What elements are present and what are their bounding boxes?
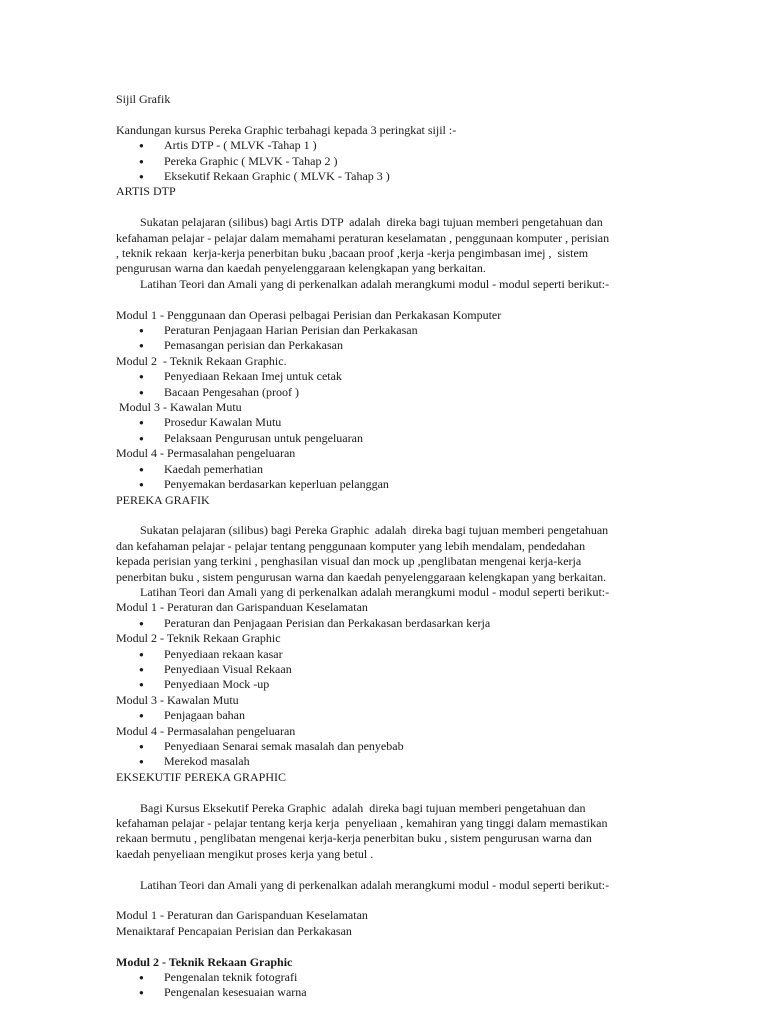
module-items — [116, 970, 668, 1001]
list-item: ● Pereka Graphic ( MLVK - Tahap 2 ) — [116, 154, 668, 169]
list-item: ● Penjagaan bahan — [116, 708, 668, 723]
paragraph-line: penerbitan buku , sistem pengurusan warna dan kaedah penyelenggaraan kelengkapan yang berkaitan. — [116, 569, 607, 584]
list-item: ● Pemasangan perisian dan Perkakasan — [116, 338, 668, 353]
module-title: Modul 4 - Permasalahan pengeluaran — [116, 446, 296, 461]
list-item: ● Prosedur Kawalan Mutu — [116, 415, 668, 430]
module-title: Modul 1 - Peraturan dan Garispanduan Keselamatan — [116, 908, 368, 923]
module-items — [116, 323, 668, 354]
section-heading-artis-dtp: ARTIS DTP — [116, 184, 176, 199]
list-item: ● Merekod masalah — [116, 754, 668, 769]
latihan-text: Latihan Teori dan Amali yang di perkenalkan adalah merangkumi modul - modul seperti berikut:- — [140, 584, 610, 599]
list-item: ● Pelaksaan Pengurusan untuk pengeluaran — [116, 431, 668, 446]
paragraph-line: kefahaman pelajar - pelajar tentang kerja kerja penyeliaan , kemahiran yang tinggi dalam memastikan — [116, 816, 608, 831]
paragraph-line: Bagi Kursus Eksekutif Pereka Graphic adalah direka bagi tujuan memberi pengetahuan dan — [140, 800, 586, 815]
latihan-text: Latihan Teori dan Amali yang di perkenalkan adalah merangkumi modul - modul seperti berikut:- — [140, 276, 610, 291]
module-items — [116, 415, 668, 446]
list-item: ● Pengenalan teknik fotografi — [116, 970, 668, 985]
section-heading-pereka-grafik: PEREKA GRAFIK — [116, 492, 210, 507]
module-title: Modul 4 - Permasalahan pengeluaran — [116, 723, 296, 738]
module-title: Modul 1 - Peraturan dan Garispanduan Keselamatan — [116, 600, 368, 615]
module-title: Modul 2 - Teknik Rekaan Graphic. — [116, 353, 287, 368]
paragraph-line: kaedah penyeliaan mengikut proses kerja yang betul . — [116, 846, 374, 861]
document-title: Sijil Grafik — [116, 92, 171, 106]
module-title: Modul 2 - Teknik Rekaan Graphic — [116, 631, 281, 646]
paragraph-line: Sukatan pelajaran (silibus) bagi Artis DTP adalah direka bagi tujuan memberi pengetahuan dan — [140, 215, 603, 230]
list-item: ● Artis DTP - ( MLVK -Tahap 1 ) — [116, 138, 668, 153]
module-items — [116, 616, 668, 631]
intro-text: Kandungan kursus Pereka Graphic terbahagi kepada 3 peringkat sijil :- — [116, 122, 457, 137]
list-item: ● Kaedah pemerhatian — [116, 462, 668, 477]
module-items — [116, 708, 668, 723]
module-subtitle: Menaiktaraf Pencapaian Perisian dan Perkakasan — [116, 923, 352, 938]
list-item: ● Penyediaan Mock -up — [116, 677, 668, 692]
levels-list — [116, 138, 668, 184]
paragraph-line: kepada perisian yang terkini , penghasilan visual dan mock up ,penglibatan mengenai kerja-kerja — [116, 554, 582, 569]
list-item: ● Peraturan dan Penjagaan Perisian dan Perkakasan berdasarkan kerja — [116, 616, 668, 631]
list-item: ● Penyediaan Visual Rekaan — [116, 662, 668, 677]
module-items — [116, 462, 668, 493]
list-item: ● Bacaan Pengesahan (proof ) — [116, 385, 668, 400]
list-item: ● Penyediaan Rekaan Imej untuk cetak — [116, 369, 668, 384]
module-items — [116, 647, 668, 693]
module-title: Modul 1 - Penggunaan dan Operasi pelbagai Perisian dan Perkakasan Komputer — [116, 307, 502, 322]
latihan-text: Latihan Teori dan Amali yang di perkenalkan adalah merangkumi modul - modul seperti berikut:- — [140, 877, 610, 892]
list-item: ● Eksekutif Rekaan Graphic ( MLVK - Tahap 3 ) — [116, 169, 668, 184]
list-item: ● Penyemakan berdasarkan keperluan pelanggan — [116, 477, 668, 492]
paragraph-line: Sukatan pelajaran (silibus) bagi Pereka Graphic adalah direka bagi tujuan memberi pengetahuan — [140, 523, 609, 538]
paragraph-line: rekaan bermutu , penglibatan mengenai kerja-kerja penerbitan buku , sistem pengurusan warna dan — [116, 831, 592, 846]
list-item: ● Peraturan Penjagaan Harian Perisian dan Perkakasan — [116, 323, 668, 338]
list-item: ● Pengenalan kesesuaian warna — [116, 985, 668, 1000]
list-item: ● Penyediaan rekaan kasar — [116, 647, 668, 662]
paragraph-line: pengurusan warna dan kaedah penyelenggaraan kelengkapan yang berkaitan. — [116, 261, 486, 276]
paragraph-line: kefahaman pelajar - pelajar dalam memahami peraturan keselamatan , penggunaan komputer , perisian — [116, 230, 610, 245]
module-title-bold: Modul 2 - Teknik Rekaan Graphic — [116, 954, 293, 969]
module-items — [116, 369, 668, 400]
module-title: Modul 3 - Kawalan Mutu — [116, 692, 239, 707]
section-heading-eksekutif: EKSEKUTIF PEREKA GRAPHIC — [116, 769, 287, 784]
module-title: Modul 3 - Kawalan Mutu — [119, 400, 242, 415]
paragraph-line: , teknik rekaan kerja-kerja penerbitan buku ,bacaan proof ,kerja -kerja pengimbasan imej , sistem — [116, 246, 589, 261]
paragraph-line: dan kefahaman pelajar - pelajar tentang penggunaan komputer yang lebih mendalam, pendedahan — [116, 538, 586, 553]
list-item: ● Penyediaan Senarai semak masalah dan penyebab — [116, 739, 668, 754]
module-items — [116, 739, 668, 770]
